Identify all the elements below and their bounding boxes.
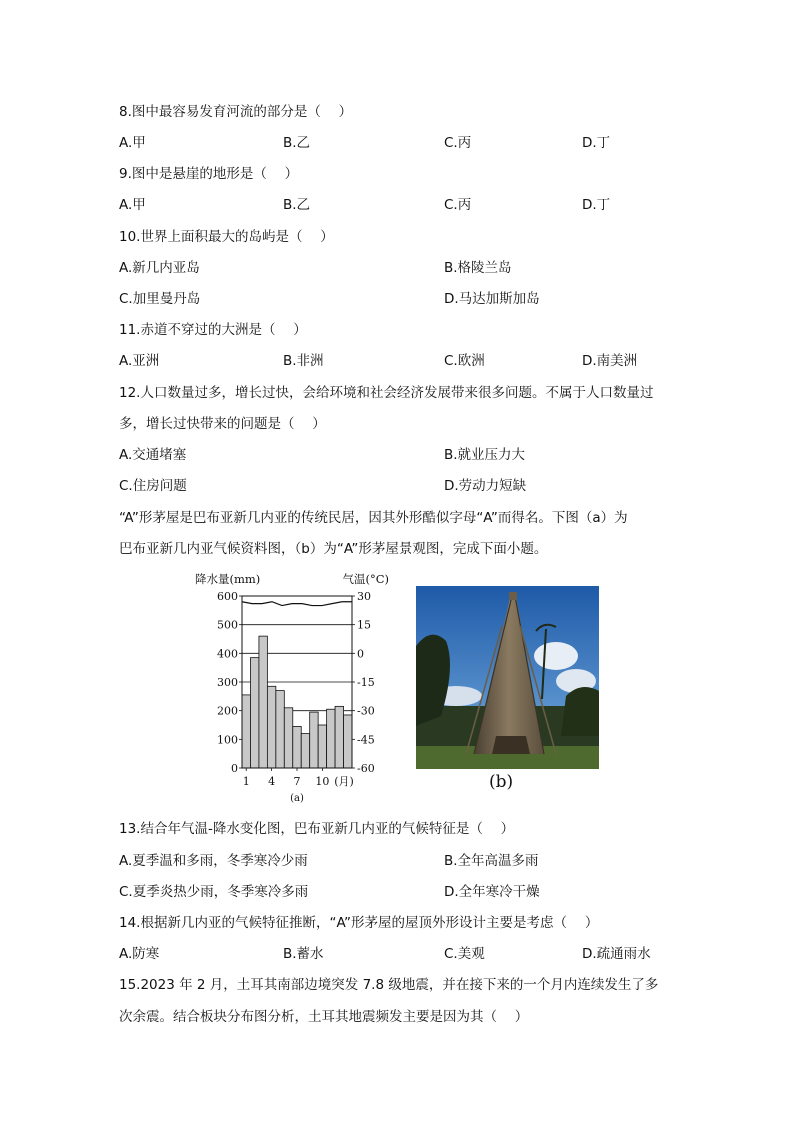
climate-chart [192,570,392,806]
precip-bar [327,709,335,768]
q9-option-b[interactable]: B.乙 [283,197,311,213]
q13-option-c[interactable]: C.夏季炎热少雨，冬季寒冷多雨 [119,884,309,900]
q14-option-b[interactable]: B.蓄水 [283,946,324,962]
precip-bar [344,715,352,768]
q9-option-c[interactable]: C.丙 [444,197,472,213]
right-tick-label: 30 [357,590,371,603]
q9-stem: 9.图中是悬崖的地形是（ ） [119,166,299,182]
right-tick-label: -60 [357,762,375,775]
figure-a-caption: (a) [290,793,304,804]
precip-bar [293,726,301,768]
q14-option-a[interactable]: A.防寒 [119,946,160,962]
right-tick-label: 15 [357,618,371,632]
q12-option-b[interactable]: B.就业压力大 [444,447,526,463]
q13-option-d[interactable]: D.全年寒冷干燥 [444,884,540,900]
intro-line2: 巴布亚新几内亚气候资料图，（b）为“A”形茅屋景观图，完成下面小题。 [119,541,548,557]
left-axis-label: 降水量(mm) [195,572,261,586]
left-tick-label: 600 [217,590,238,603]
precip-bar [301,734,309,768]
temperature-line [242,602,352,606]
q10-option-d[interactable]: D.马达加斯加岛 [444,291,540,307]
right-tick-label: -15 [357,676,375,689]
q11-option-c[interactable]: C.欧洲 [444,353,485,369]
q13-option-a[interactable]: A.夏季温和多雨，冬季寒冷少雨 [119,853,308,869]
q12-option-d[interactable]: D.劳动力短缺 [444,478,527,494]
q8-option-a[interactable]: A.甲 [119,135,146,151]
precip-bar [267,686,275,768]
q8-stem: 8.图中最容易发育河流的部分是（ ） [119,104,353,120]
q11-option-b[interactable]: B.非洲 [283,353,324,369]
precip-bar [335,706,343,768]
left-tick-label: 300 [217,676,238,689]
precip-bar [310,712,318,768]
q8-option-b[interactable]: B.乙 [283,135,311,151]
q11-option-d[interactable]: D.南美洲 [582,353,638,369]
right-tick-label: 0 [357,647,364,661]
q14-option-c[interactable]: C.美观 [444,946,485,962]
left-tick-label: 500 [217,618,238,632]
q9-option-d[interactable]: D.丁 [582,197,611,213]
figure-b-label: (b) [489,772,514,792]
q11-stem: 11.赤道不穿过的大洲是（ ） [119,322,307,338]
q12-option-c[interactable]: C.住房问题 [119,478,187,494]
left-tick-label: 400 [217,647,238,661]
intro-line1: “A”形茅屋是巴布亚新几内亚的传统民居，因其外形酷似字母“A”而得名。下图（a）为 [119,510,628,526]
a-frame-hut-photo [416,586,599,769]
q10-option-c[interactable]: C.加里曼丹岛 [119,291,201,307]
q10-option-a[interactable]: A.新几内亚岛 [119,260,200,276]
q10-option-b[interactable]: B.格陵兰岛 [444,260,512,276]
q9-option-a[interactable]: A.甲 [119,197,146,213]
precip-bar [318,725,326,768]
right-tick-label: -45 [357,733,375,747]
q12-stem-line2: 多，增长过快带来的问题是（ ） [119,416,326,432]
right-tick-label: -30 [357,704,375,718]
left-tick-label: 0 [231,762,238,775]
q11-option-a[interactable]: A.亚洲 [119,353,160,369]
left-tick-label: 200 [217,704,238,718]
q14-option-d[interactable]: D.疏通雨水 [582,946,651,962]
q14-stem: 14.根据新几内亚的气候特征推断，“A”形茅屋的屋顶外形设计主要是考虑（ ） [119,915,599,931]
precip-bar [276,691,284,768]
precip-bar [250,658,258,768]
x-tick-label: 10 [315,775,330,788]
q15-stem-line1: 15.2023 年 2 月，土耳其南部边境突发 7.8 级地震，并在接下来的一个月内连续发生了多 [119,977,659,993]
q10-stem: 10.世界上面积最大的岛屿是（ ） [119,229,334,245]
x-tick-label: 4 [268,775,276,788]
q13-option-b[interactable]: B.全年高温多雨 [444,853,539,869]
right-axis-label: 气温(°C) [342,572,389,586]
q13-stem: 13.结合年气温-降水变化图，巴布亚新几内亚的气候特征是（ ） [119,821,515,837]
q12-option-a[interactable]: A.交通堵塞 [119,447,187,463]
x-tick-label: 1 [242,775,250,788]
left-tick-label: 100 [217,733,238,747]
q8-option-c[interactable]: C.丙 [444,135,472,151]
x-tick-label: 7 [293,775,301,788]
q12-stem-line1: 12.人口数量过多，增长过快，会给环境和社会经济发展带来很多问题。不属于人口数量过 [119,385,654,401]
precip-bar [259,636,267,768]
q15-stem-line2: 次余震。结合板块分布图分析，土耳其地震频发主要是因为其（ ） [119,1009,529,1025]
precip-bar [242,695,250,768]
x-tick-label: (月) [334,775,354,788]
q8-option-d[interactable]: D.丁 [582,135,611,151]
precip-bar [284,708,292,768]
